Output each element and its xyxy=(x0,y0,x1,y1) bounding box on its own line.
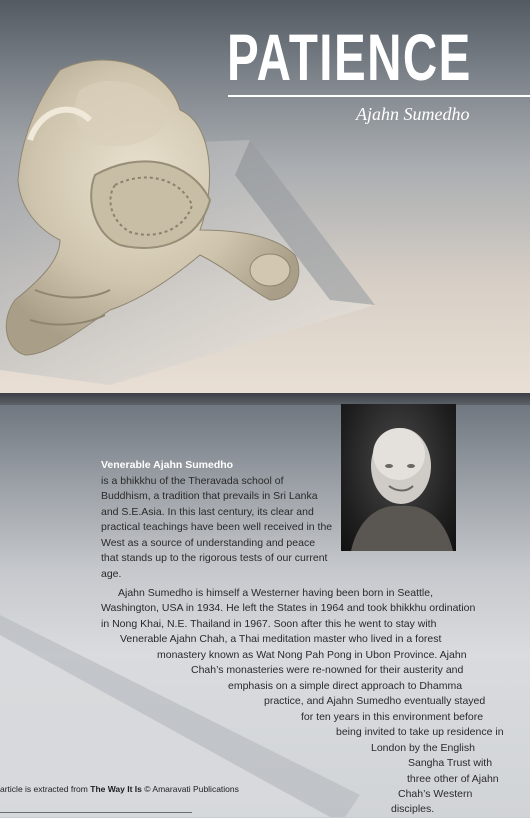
bio-line: Venerable Ajahn Chah, a Thai meditation master who lived in a forest xyxy=(120,633,442,645)
bio-line: Chah’s Western xyxy=(398,788,473,800)
bio-line: Chah’s monasteries were re-nowned for their austerity and xyxy=(191,664,464,676)
bio-line: three other of Ajahn xyxy=(407,773,499,785)
article-title: PATIENCE xyxy=(227,20,472,94)
bio-line: London by the English xyxy=(371,742,475,754)
bio-line: disciples. xyxy=(391,803,435,815)
credit-prefix: article is extracted from xyxy=(0,784,88,794)
bio-line: monastery known as Wat Nong Pah Pong in Ubon Province. Ajahn xyxy=(157,649,467,661)
bio-intro-text: is a bhikkhu of the Theravada school of Buddhism, a tradition that prevails in Sri Lanka and S.E.Asia. In this last century, its clear and practical teachings have been well received in the West as a source of understanding and peace that stands up to the rigorous tests of our current age. xyxy=(101,474,333,580)
bio-line: emphasis on a simple direct approach to Dhamma xyxy=(228,680,463,692)
source-credit xyxy=(0,784,239,794)
bio-line: Sangha Trust with xyxy=(408,757,493,769)
bio-line: in Nong Khai, N.E. Thailand in 1967. Soon after this he went to stay with xyxy=(101,618,437,630)
credit-suffix: © Amaravati Publications xyxy=(144,784,239,794)
author-portrait-photo xyxy=(341,404,456,551)
credit-book-title: The Way It Is xyxy=(90,784,142,794)
hero-banner xyxy=(0,0,530,393)
title-underline xyxy=(228,95,530,97)
article-author: Ajahn Sumedho xyxy=(356,104,470,124)
bio-intro-paragraph xyxy=(101,458,333,582)
bio-line: Washington, USA in 1934. He left the States in 1964 and took bhikkhu ordination xyxy=(101,602,476,614)
bio-line: practice, and Ajahn Sumedho eventually stayed xyxy=(264,695,486,707)
portrait-image xyxy=(341,404,456,551)
bio-line: Ajahn Sumedho is himself a Westerner having been born in Seattle, xyxy=(118,587,433,599)
credit-rule xyxy=(0,812,192,813)
bio-line: being invited to take up residence in xyxy=(336,726,504,738)
bio-line: for ten years in this environment before xyxy=(301,711,484,723)
bio-name: Venerable Ajahn Sumedho xyxy=(101,459,234,471)
